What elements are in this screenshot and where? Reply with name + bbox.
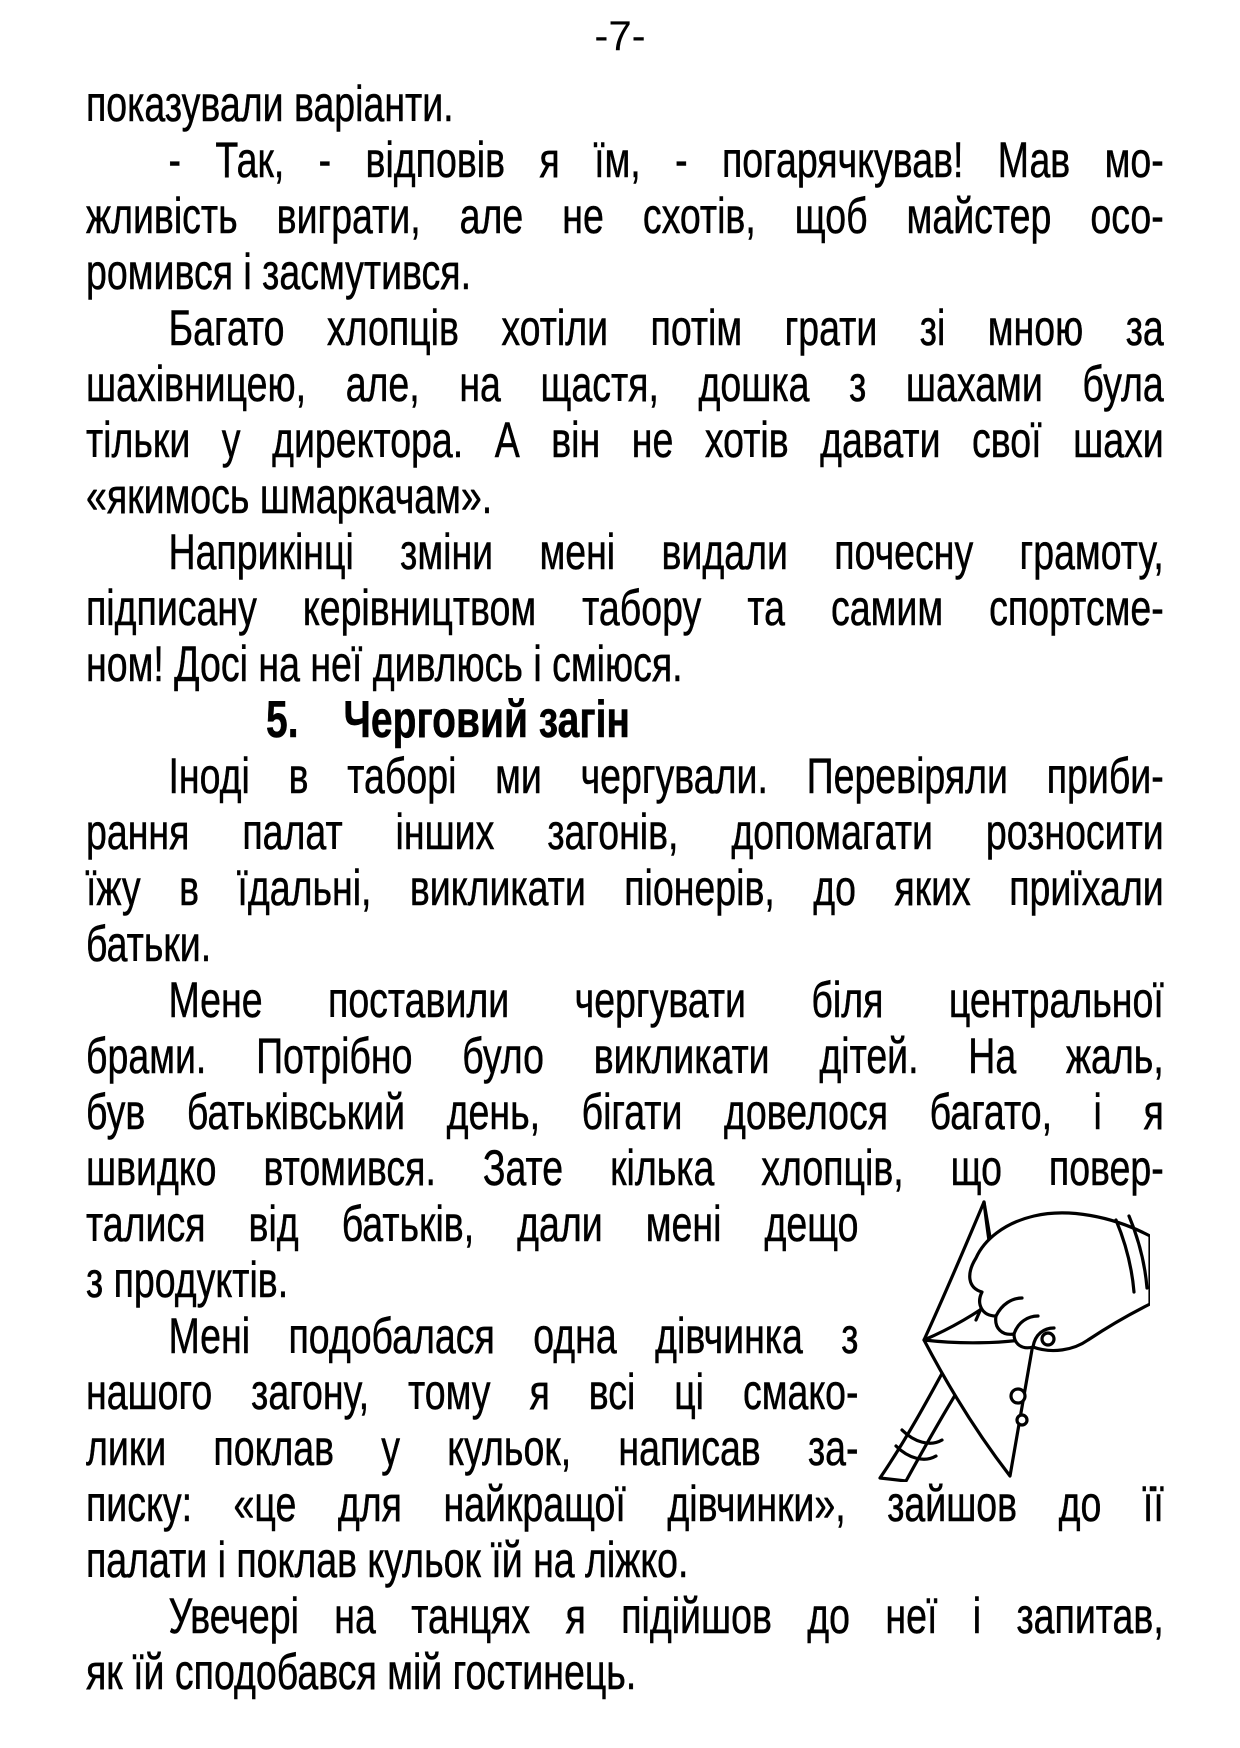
section-heading: [86, 692, 1164, 748]
text-line: брами. Потрібно було викликати дітей. На жаль,: [86, 1028, 1164, 1084]
text-line: талися від батьків, дали мені дещо: [86, 1196, 859, 1252]
text-line: батьки.: [86, 916, 212, 972]
hand-holding-paper-bag-icon: [872, 1192, 1150, 1482]
hand-holding-paper-bag-illustration: [872, 1192, 1150, 1482]
text-line: - Так, - відповів я їм, - погарячкував! Мав мо-: [168, 132, 1164, 188]
text-line: шахівницею, але, на щастя, дошка з шахами була: [86, 356, 1164, 412]
text-line: ромився і засмутився.: [86, 244, 472, 300]
text-line: палати і поклав кульок їй на ліжко.: [86, 1532, 689, 1588]
text-line: Наприкінці зміни мені видали почесну грамоту,: [168, 524, 1164, 580]
text-line: швидко втомився. Зате кілька хлопців, що повер-: [86, 1140, 1164, 1196]
text-line: тільки у директора. А він не хотів давати свої шахи: [86, 412, 1164, 468]
text-line: підписану керівництвом табору та самим спортсме-: [86, 580, 1164, 636]
page-number: -7-: [594, 12, 646, 59]
text-line: писку: «це для найкращої дівчинки», зайшов до її: [86, 1476, 1164, 1532]
text-line: як їй сподобався мій гостинець.: [86, 1644, 637, 1700]
text-line: «якимось шмаркачам».: [86, 468, 493, 524]
text-line: жливість виграти, але не схотів, щоб майстер осо-: [86, 188, 1164, 244]
text-line: був батьківський день, бігати довелося багато, і я: [86, 1084, 1164, 1140]
text-line: Мене поставили чергувати біля центральної: [168, 972, 1164, 1028]
text-line: лики поклав у кульок, написав за-: [86, 1420, 859, 1476]
text-line: Мені подобалася одна дівчинка з: [168, 1308, 859, 1364]
text-line: показували варіанти.: [86, 76, 454, 132]
section-title: Черговий загін: [343, 691, 630, 749]
text-line: їжу в їдальні, викликати піонерів, до яких приїхали: [86, 860, 1164, 916]
text-line: нашого загону, тому я всі ці смако-: [86, 1364, 859, 1420]
text-line: Багато хлопців хотіли потім грати зі мною за: [168, 300, 1164, 356]
text-line: Іноді в таборі ми чергували. Перевіряли приби-: [168, 748, 1164, 804]
text-line: рання палат інших загонів, допомагати розносити: [86, 804, 1164, 860]
text-line: з продуктів.: [86, 1252, 289, 1308]
text-line: ном! Досі на неї дивлюсь і сміюся.: [86, 636, 683, 692]
text-line: Увечері на танцях я підійшов до неї і запитав,: [168, 1588, 1164, 1644]
section-number: 5.: [266, 691, 299, 749]
